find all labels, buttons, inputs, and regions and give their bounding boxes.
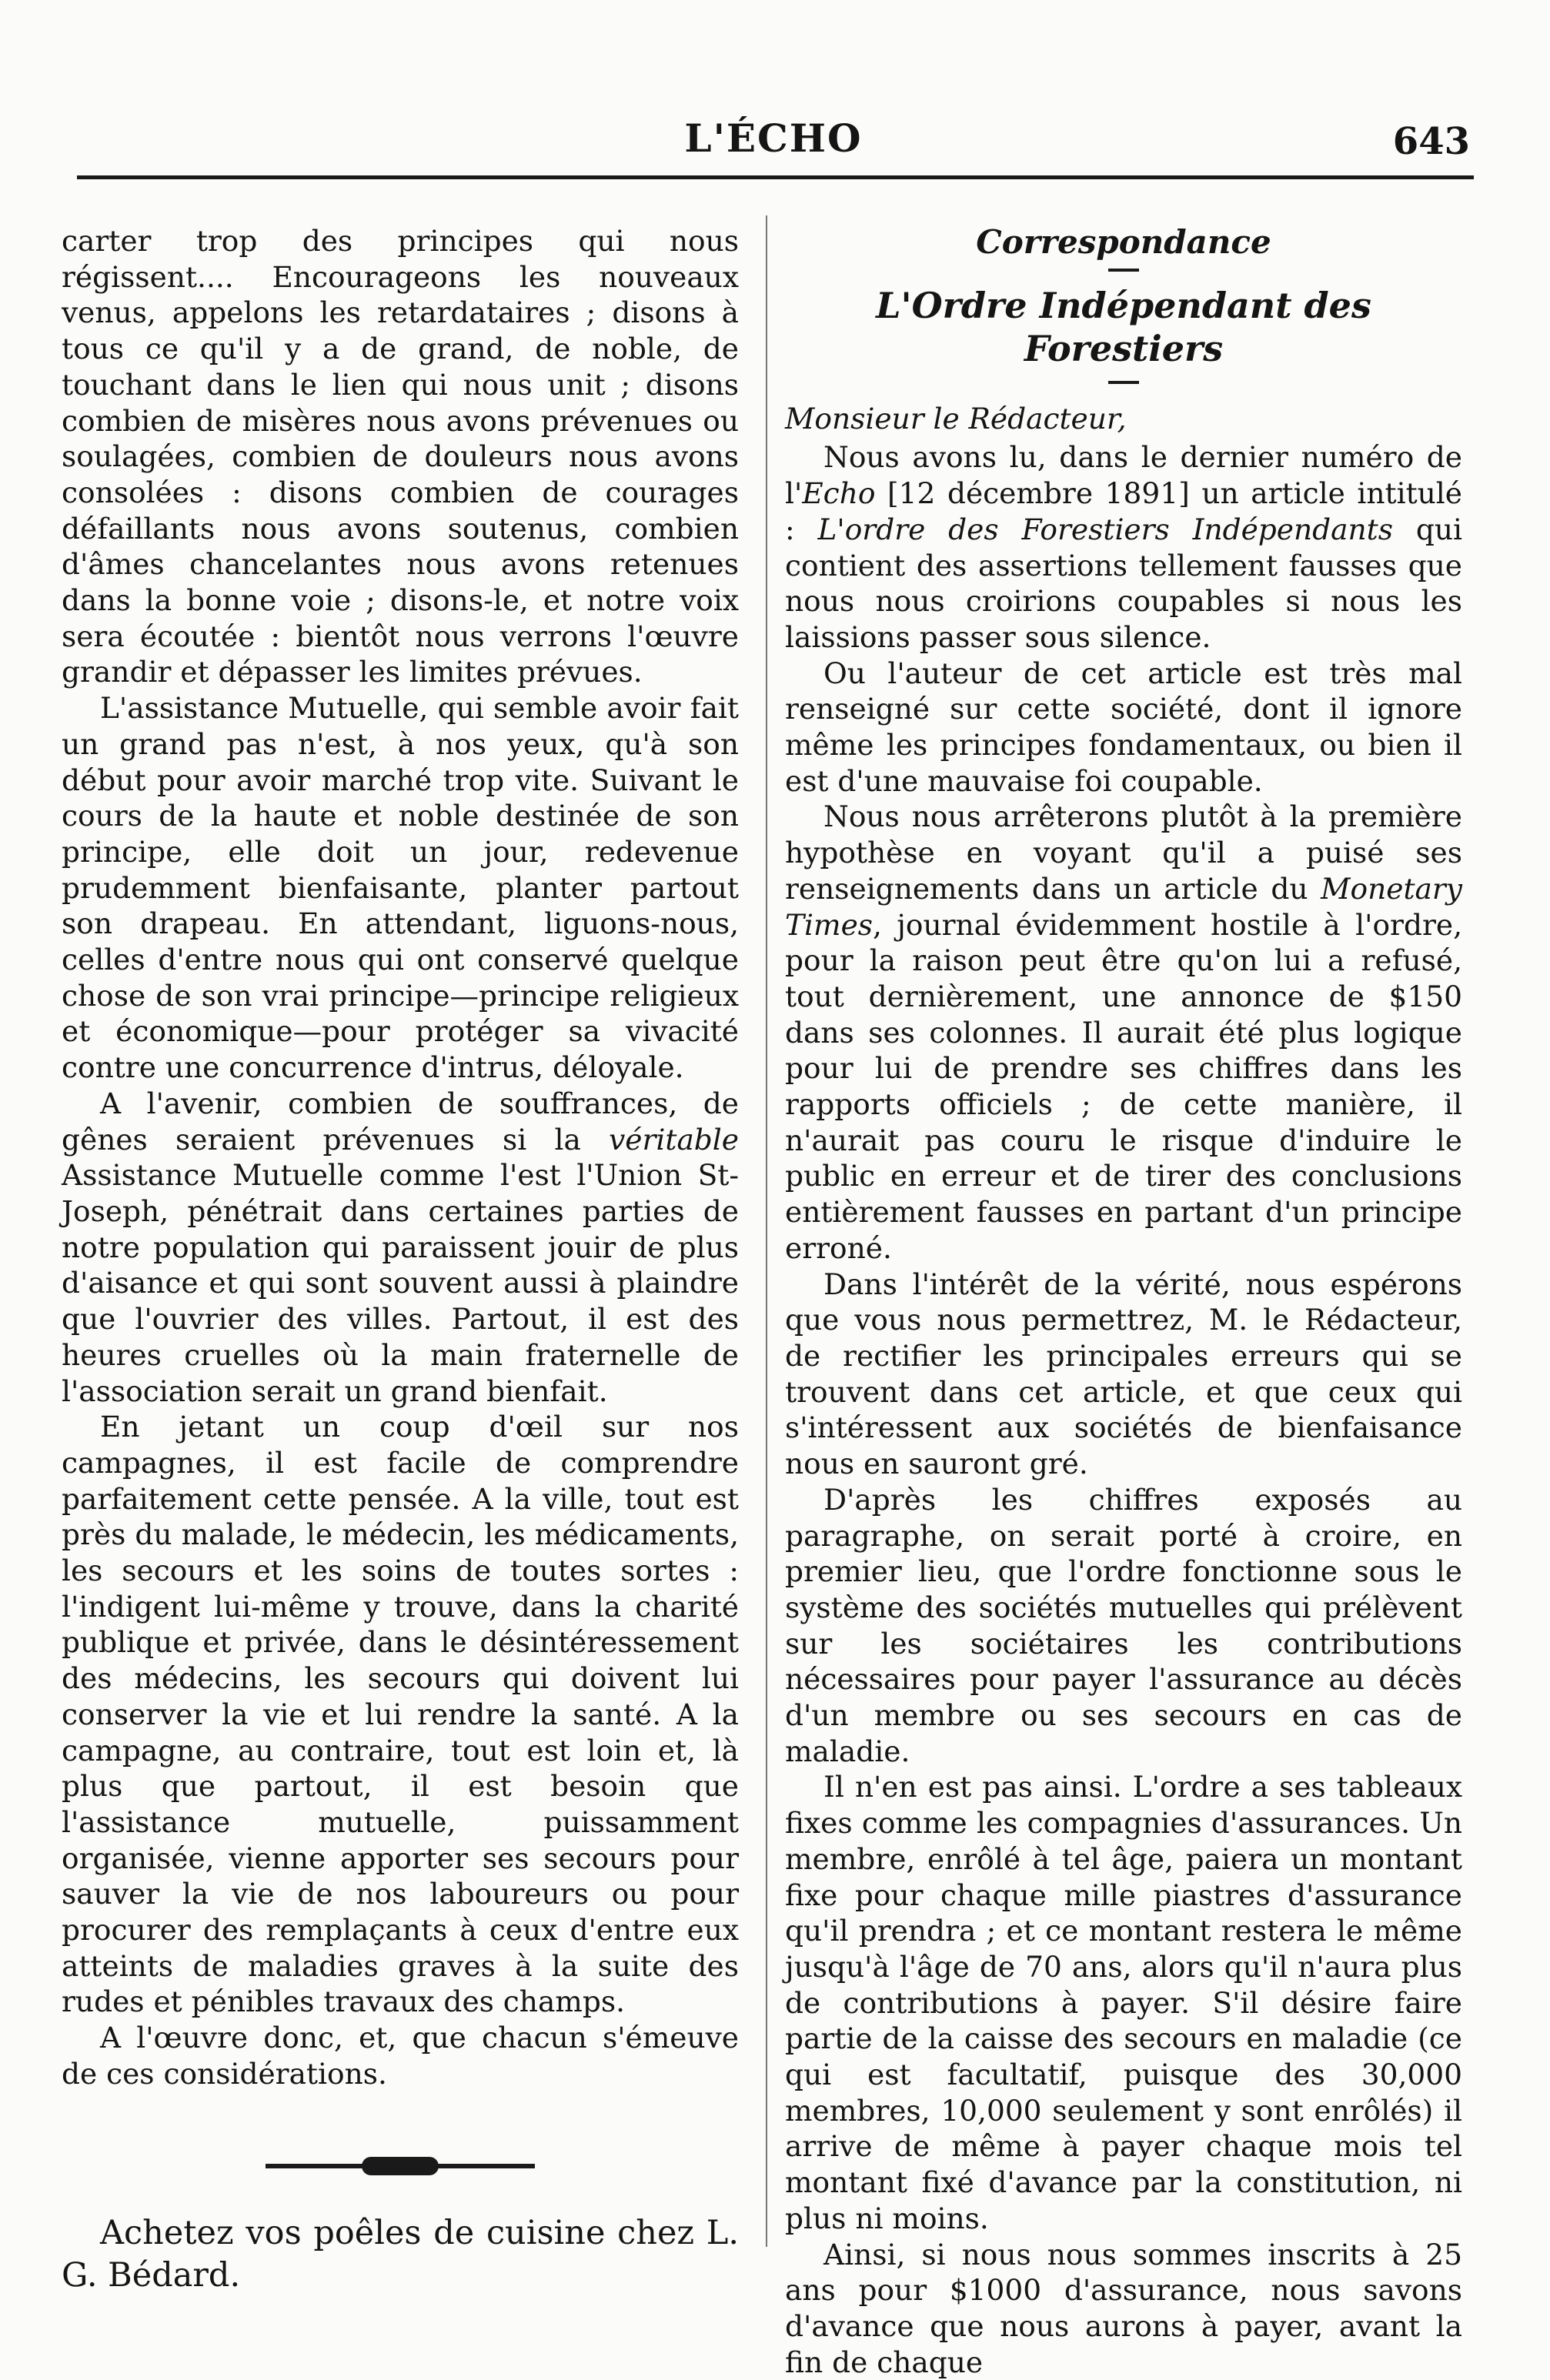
right-column [785, 223, 1462, 2380]
left-column [62, 223, 739, 2297]
italic-run: Echo [802, 476, 876, 511]
section-title: Correspondance [976, 223, 1271, 261]
paragraph: Dans l'intérêt de la vérité, nous espérons que vous nous permettrez, M. le Rédacteur, de rectifier les principales erreurs qui se trouvent dans cet article, et que ceux qui s'intéressent aux sociétés de bienfaisance nous en sauront gré. [785, 1267, 1462, 1481]
title-dash [1108, 269, 1139, 272]
text-run: Nous nous arrêterons plutôt à la première hypothèse en voyant qu'il a puisé ses renseignements dans un article du [785, 799, 1462, 906]
page-number: 643 [1392, 120, 1470, 163]
paragraph: carter trop des principes qui nous régissent.... Encourageons les nouveaux venus, appelons les retardataires ; disons à tous ce qu'il y a de grand, de noble, de touchant dans le lien qui nous unit ; disons combien de misères nous avons prévenues ou soulagées, combien de douleurs nous avons consolées : disons combien de courages défaillants nous avons soutenus, combien d'âmes chancelantes nous avons retenues dans la bonne voie ; disons-le, et notre voix sera écoutée : bientôt nous verrons l'œuvre grandir et dépasser les limites prévues. [62, 224, 739, 689]
italic-run: L'ordre des Forestiers Indépendants [817, 512, 1393, 546]
advertisement: Achetez vos poêles de cuisine chez L. G. Bédard. [62, 2213, 739, 2295]
paragraph [785, 439, 1462, 655]
header-rule [77, 175, 1474, 179]
page-header [77, 115, 1470, 177]
text-run: qui contient des assertions tellement fausses que nous nous croirions coupables si nous les laissions passer sous silence. [785, 512, 1462, 654]
paragraph: En jetant un coup d'œil sur nos campagnes, il est facile de comprendre parfaitement cette pensée. A la ville, tout est près du malade, le médecin, les médicaments, les secours et les soins de toutes sortes : l'indigent lui-même y trouve, dans la charité publique et privée, dans le désintéressement des médecins, les secours qui doivent lui conserver la vie et lui rendre la santé. A la campagne, au contraire, tout est loin et, là plus que partout, il est besoin que l'assistance mutuelle, puissamment organisée, vienne apporter ses secours pour sauver la vie de nos laboureurs ou pour procurer des remplaçants à ceux d'entre eux atteints de maladies graves à la suite des rudes et pénibles travaux des champs. [62, 1410, 739, 2019]
italic-run: véritable [609, 1122, 739, 1157]
paragraph: Ainsi, si nous nous sommes inscrits à 25 ans pour $1000 d'assurance, nous savons d'avance que nous aurons à payer, avant la fin de chaque [785, 2237, 1462, 2379]
article-title: L'Ordre Indépendant des Forestiers [876, 284, 1371, 369]
paragraph [62, 1086, 739, 1409]
paragraph: D'après les chiffres exposés au paragraphe, on serait porté à croire, en premier lieu, que l'ordre fonctionne sous le système des sociétés mutuelles qui prélèvent sur les sociétaires les contributions nécessaires pour payer l'assurance au décès d'un membre ou ses secours en cas de maladie. [785, 1482, 1462, 1768]
paragraph: Ou l'auteur de cet article est très mal renseigné sur cette société, dont il ignore même les principes fondamentaux, ou bien il est d'une mauvaise foi coupable. [785, 656, 1462, 798]
text-run: [12 décembre 1891] un article intitulé : [785, 476, 1462, 546]
text-run: A l'avenir, combien de souffrances, de gênes seraient prévenues si la [62, 1086, 739, 1157]
ornamental-separator [266, 2157, 535, 2175]
running-title: L'ÉCHO [684, 115, 863, 161]
text-run: Assistance Mutuelle comme l'est l'Union St-Joseph, pénétrait dans certaines parties de notre population qui paraissent jouir de plus d'aisance et qui sont souvent aussi à plaindre que l'ouvrier des villes. Partout, il est des heures cruelles où la main fraternelle de l'association serait un grand bienfait. [62, 1158, 739, 1408]
paragraph: A l'œuvre donc, et, que chacun s'émeuve de ces considérations. [62, 2021, 739, 2091]
paragraph: Il n'en est pas ainsi. L'ordre a ses tableaux fixes comme les compagnies d'assurances. Un membre, enrôlé à tel âge, paiera un montant fixe pour chaque mille piastres d'assurance qu'il prendra ; et ce montant restera le même jusqu'à l'âge de 70 ans, alors qu'il n'aura plus de contributions à payer. S'il désire faire partie de la caisse des secours en maladie (ce qui est facultatif, puisque des 30,000 membres, 10,000 seulement y sont enrôlés) il arrive de même à payer chaque mois tel montant fixé d'avance par la constitution, ni plus ni moins. [785, 1770, 1462, 2235]
column-divider [766, 215, 767, 2247]
text-run: , journal évidemment hostile à l'ordre, pour la raison peut être qu'on lui a refusé, tout dernièrement, une annonce de $150 dans ses colonnes. Il aurait été plus logique pour lui de prendre ses chiffres dans les rapports officiels ; de cette manière, il n'aurait pas couru le risque d'induire le public en erreur et de tirer des conclusions entièrement fausses en partant d'un principe erroné. [785, 907, 1462, 1265]
text-run: Nous avons lu, dans le dernier numéro de l' [785, 440, 1462, 511]
salutation: Monsieur le Rédacteur, [785, 401, 1127, 436]
paragraph: L'assistance Mutuelle, qui semble avoir fait un grand pas n'est, à nos yeux, qu'à son début pour avoir marché trop vite. Suivant le cours de la haute et noble destinée de son principe, elle doit un jour, redevenue prudemment bienfaisante, planter partout son drapeau. En attendant, liguons-nous, celles d'entre nous qui ont conservé quelque chose de son vrai principe—principe religieux et économique—pour protéger sa vivacité contre une concurrence d'intrus, déloyale. [62, 691, 739, 1085]
separator-ornament [362, 2157, 439, 2175]
paragraph [785, 799, 1462, 1266]
title-dash [1108, 381, 1139, 384]
italic-run: Monetary Times [785, 871, 1462, 942]
